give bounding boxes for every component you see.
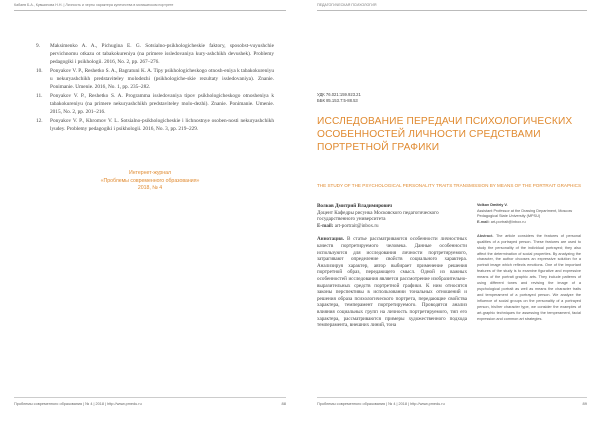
bbk-code: ББК 85.153.7:5-88.53	[317, 97, 358, 103]
reference-number: 10.	[36, 67, 43, 74]
header-rule	[317, 10, 587, 11]
abstract-ru	[317, 236, 467, 328]
reference-text: Ponyakov V. P., Reshetko S. A., Bagratuni K. A. Tipy psikhologicheskogo otnosh-eniya k tabakokureniyu u nekuryashchikh predstaviteley molodezhi (psikhologiche-skie rezultaty issledovaniya). Znanie. Ponimanie. Umenie. 2016, No. 1, pp. 235–282.	[50, 67, 274, 90]
header-rule	[14, 10, 286, 11]
journal-citation	[70, 170, 230, 193]
abstract-label: Abstract.	[477, 233, 494, 238]
author-email-ru	[317, 223, 467, 230]
footer-rule	[317, 397, 587, 398]
page-footer: Проблемы современного образования | № 4 | 2018 | http://www.pmedu.ru	[14, 402, 142, 406]
author-affiliation-ru: Доцент Кафедры рисунка Московского педагогического государственного университета	[317, 209, 439, 223]
author-affiliation-en: Assistant Professor at the Drawing Department, Moscow Pedagogical State University (MPSU)	[477, 208, 573, 219]
page-number: 88	[281, 401, 286, 406]
reference-list	[36, 43, 274, 135]
email-address: art-portrait@inbox.ru	[334, 222, 379, 229]
citation-line: Интернет-журнал	[128, 170, 172, 176]
reference-text: Ponyakov V. P., Khromov V. L. Sotsialno-psikhologicheskie i lichnostnye osoben-nosti nekuryashchikh lyudey. Problemy pedagogiki i psikhologii. 2016, No. 3, pp. 219–229.	[50, 117, 274, 132]
abstract-text: В статье рассматриваются особенности личностных качеств портретируемого человека. Данные особенности используются для исследования личности портретируемого, затрагивают определение свойств социального характера. Анализируя характер, автор выбирает применение решения портретной образ, передающего смысл. Одной из важных особенностей исследования является рассмотрение изобразительно-выразительных средств портретной графики. К ним относятся законы перспективы в использовании тональных отношений и решения образа психологического портрета, передающие свойства характера, темперамент портретируемого. Проводятся анализ влияния социальных групп на личность портретируемого, тип его характера, рассматриваются примеры художественного подхода темперамента, внешних линий, тона	[317, 236, 467, 329]
article-title-ru: ИССЛЕДОВАНИЕ ПЕРЕДАЧИ ПСИХОЛОГИЧЕСКИХ ОСОБЕННОСТЕЙ ЛИЧНОСТИ СРЕДСТВАМИ ПОРТРЕТНОЙ ГРАФИКИ	[317, 116, 573, 153]
udk-code: УДК 76.021:159.923.21	[317, 92, 361, 97]
reference-text: Ponyakov V. P., Reshetko S. A. Programma issledovaniya tipov psikhologicheskogo otnosheniya k tabakokureniyu (na primere nekuryashchikh predstaviteley molo-dezhi). Znanie. Ponimanie. Umenie. 2015, No. 2, pp. 201–216.	[50, 92, 274, 115]
author-name-ru: Волков Дмитрий Владимирович	[317, 203, 393, 209]
abstract-en	[477, 234, 581, 323]
abstract-label: Аннотация.	[317, 236, 345, 243]
author-name-en: Volkov Dmitriy V.	[477, 203, 508, 207]
reference-item	[36, 93, 274, 117]
email-label: E-mail:	[477, 220, 490, 225]
abstract-text: The article considers the features of personal qualities of a portrayed person. These features are used to study the personality of the individual portrayed; they also affect the determination of social properties. By analyzing the character, the author chooses an expressive solution for a portrait image which reflects emotions. One of the important features of the study is to examine figurative and expressive means of the portrait graphic arts. They include patterns of using different tones and revising the image of a psychological portrait as well as means the character traits and temperament of a portrayed person. We analyze the influence of social groups on the personality of a portrayed person, his/her character type, we consider the examples of art-graphic techniques for assessing the temperament, facial expression and common art strategies.	[477, 233, 581, 321]
english-column	[477, 203, 581, 322]
page-footer: Проблемы современного образования | № 4 | 2018 | http://www.pmedu.ru	[317, 402, 445, 406]
reference-number: 12.	[36, 117, 43, 124]
russian-column	[317, 203, 467, 329]
reference-number: 11.	[36, 92, 43, 99]
reference-number: 9.	[36, 43, 40, 49]
reference-item	[36, 43, 274, 67]
email-label: E-mail:	[317, 222, 334, 229]
article-title-en: THE STUDY OF THE PSYCHOLOGICAL PERSONALITY TRAITS TRANSMISSION BY MEANS OF THE PORTRAIT GRAPHICS	[317, 183, 582, 188]
reference-item	[36, 68, 274, 92]
citation-line: «Проблемы современного образования»	[100, 177, 200, 184]
citation-line: 2018, № 4	[137, 185, 163, 192]
author-email-en	[477, 220, 581, 226]
section-header: ПЕДАГОГИЧЕСКАЯ ПСИХОЛОГИЯ	[317, 3, 377, 7]
reference-item	[36, 118, 274, 134]
page-number: 89	[582, 401, 587, 406]
running-header: Кабаев Б.А., Кувшинова Н.Н. | Личность и черты характера купечества в монашеском портрете	[14, 3, 174, 7]
email-address: art-portrait@inbox.ru	[490, 220, 526, 225]
footer-rule	[14, 397, 286, 398]
reference-text: Maksimenko A. A., Pichugina E. G. Sotsialno-psikhologicheskie faktory, sposobst-vuyushchie pervichnomu otkazu ot tabakokureniya (na primere issledovaniya kury-ashchikh devushek). Problemy pedagogiki i psikhologii. 2016, No. 2, pp. 267–276.	[50, 43, 274, 65]
classification-codes	[317, 92, 361, 103]
